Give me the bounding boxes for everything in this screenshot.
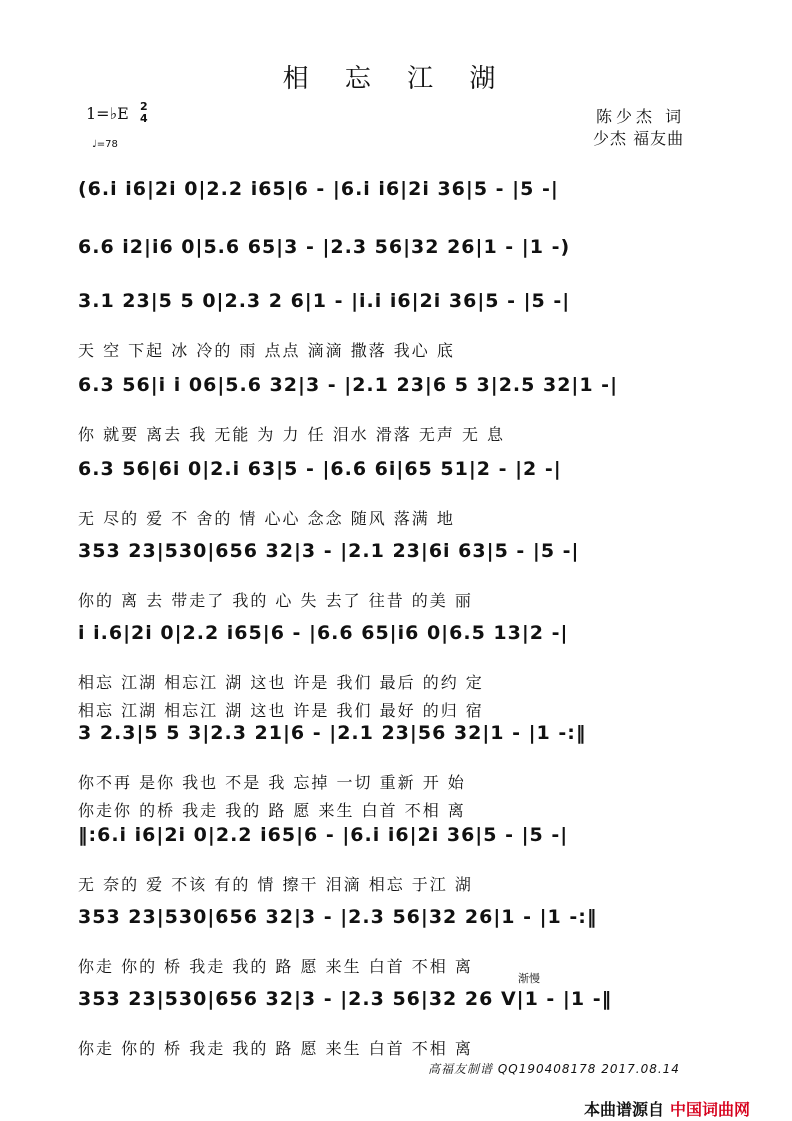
jianpu-notes: 353 23|530|656 32|3 - |2.3 56|32 26|1 - |1 -:‖ [78, 906, 598, 928]
composer-credit: 少杰 福友曲 [593, 129, 685, 148]
lyric-line: 你不再 是你 我也 不是 我 忘掉 一切 重新 开 始 [78, 773, 466, 792]
jianpu-notes: 3.1 23|5 5 0|2.3 2 6|1 - |i.i i6|2i 36|5 - |5 -| [78, 290, 571, 312]
lyric-line: 天 空 下起 冰 冷的 雨 点点 滴滴 撒落 我心 底 [78, 341, 455, 360]
ritardando-marking: 渐慢 [518, 972, 540, 985]
lyric-line: 你走 你的 桥 我走 我的 路 愿 来生 白首 不相 离 [78, 957, 473, 976]
lyric-line: 你走 你的 桥 我走 我的 路 愿 来生 白首 不相 离 [78, 1039, 473, 1058]
jianpu-notes: (6.i i6|2i 0|2.2 i65|6 - |6.i i6|2i 36|5 - |5 -| [78, 178, 559, 200]
lyricist-credit: 陈少杰 词 [596, 107, 686, 126]
lyric-line: 你 就要 离去 我 无能 为 力 任 泪水 滑落 无声 无 息 [78, 425, 506, 444]
jianpu-notes: i i.6|2i 0|2.2 i65|6 - |6.6 65|i6 0|6.5 13|2 -| [78, 622, 569, 644]
time-signature [140, 101, 148, 125]
page-title: 相 忘 江 湖 [282, 64, 510, 94]
lyric-line: 无 奈的 爱 不该 有的 情 擦干 泪滴 相忘 于江 湖 [78, 875, 473, 894]
lyric-line: 相忘 江湖 相忘江 湖 这也 许是 我们 最好 的归 宿 [78, 701, 484, 720]
jianpu-notes: 353 23|530|656 32|3 - |2.3 56|32 26 V|1 - |1 -‖ [78, 988, 613, 1010]
jianpu-notes: 6.6 i2|i6 0|5.6 65|3 - |2.3 56|32 26|1 - |1 -) [78, 236, 571, 258]
jianpu-notes: ‖:6.i i6|2i 0|2.2 i65|6 - |6.i i6|2i 36|5 - |5 -| [78, 824, 569, 846]
key-signature: 1=♭E [86, 104, 129, 123]
footer-credit: 高福友制谱 QQ190408178 2017.08.14 [428, 1062, 680, 1076]
lyric-line: 相忘 江湖 相忘江 湖 这也 许是 我们 最后 的约 定 [78, 673, 484, 692]
lyric-line: 你的 离 去 带走了 我的 心 失 去了 往昔 的美 丽 [78, 591, 473, 610]
lyric-line: 无 尽的 爱 不 舍的 情 心心 念念 随风 落满 地 [78, 509, 455, 528]
jianpu-notes: 6.3 56|6i 0|2.i 63|5 - |6.6 6i|65 51|2 - |2 -| [78, 458, 562, 480]
jianpu-notes: 353 23|530|656 32|3 - |2.1 23|6i 63|5 - |5 -| [78, 540, 580, 562]
source-site: 中国词曲网 [670, 1100, 751, 1119]
jianpu-notes: 3 2.3|5 5 3|2.3 21|6 - |2.1 23|56 32|1 - |1 -:‖ [78, 722, 587, 744]
time-signature-top: 2 [140, 100, 148, 113]
source-label: 本曲谱源自 [584, 1100, 665, 1119]
tempo-marking: ♩=78 [92, 139, 118, 150]
time-signature-bottom: 4 [140, 112, 148, 125]
lyric-line: 你走你 的桥 我走 我的 路 愿 来生 白首 不相 离 [78, 801, 466, 820]
jianpu-notes: 6.3 56|i i 06|5.6 32|3 - |2.1 23|6 5 3|2.5 32|1 -| [78, 374, 619, 396]
